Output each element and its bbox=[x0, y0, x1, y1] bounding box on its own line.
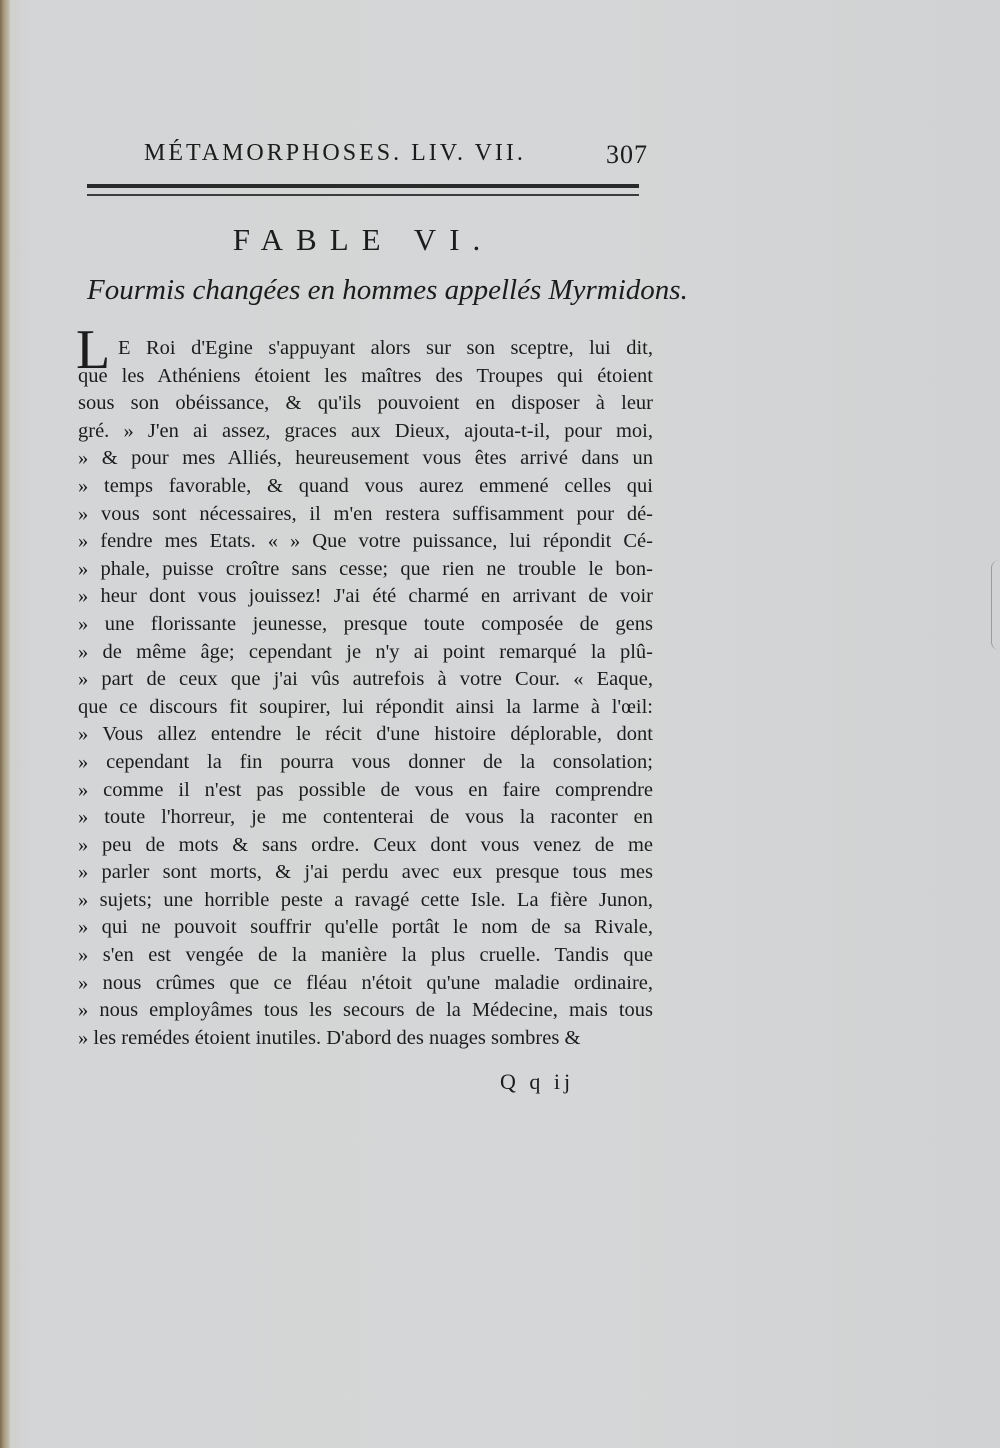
text-line: » comme il n'est pas possible de vous en faire comprendre bbox=[78, 778, 653, 801]
text-line: » cependant la fin pourra vous donner de la consolation; bbox=[78, 750, 653, 773]
text-line: » vous sont nécessaires, il m'en restera suffisamment pour dé- bbox=[78, 502, 653, 525]
text-line: » sujets; une horrible peste a ravagé cette Isle. La fière Junon, bbox=[78, 888, 653, 911]
text-line: sous son obéissance, & qu'ils pouvoient en disposer à leur bbox=[78, 392, 653, 415]
text-line: gré. » J'en ai assez, graces aux Dieux, ajouta-t-il, pour moi, bbox=[78, 419, 653, 442]
text-line: » une florissante jeunesse, presque toute composée de gens bbox=[78, 612, 653, 635]
text-line: » heur dont vous jouissez! J'ai été charmé en arrivant de voir bbox=[78, 585, 653, 608]
thin-rule bbox=[87, 194, 639, 196]
text-line: » s'en est vengée de la manière la plus cruelle. Tandis que bbox=[78, 944, 653, 967]
text-line: » les remédes étoient inutiles. D'abord des nuages sombres & bbox=[78, 1026, 581, 1049]
ornamental-rule bbox=[87, 184, 639, 188]
text-line: » phale, puisse croître sans cesse; que rien ne trouble le bon- bbox=[78, 557, 653, 580]
signature-mark: Q q ij bbox=[500, 1069, 575, 1094]
body-text bbox=[78, 335, 653, 1052]
text-line: » peu de mots & sans ordre. Ceux dont vous venez de me bbox=[78, 833, 653, 856]
running-title: MÉTAMORPHOSES. LIV. VII. bbox=[144, 140, 526, 166]
text-line: que ce discours fit soupirer, lui répondit ainsi la larme à l'œil: bbox=[78, 695, 653, 718]
text-line: » & pour mes Alliés, heureusement vous êtes arrivé dans un bbox=[78, 447, 653, 470]
text-line: » temps favorable, & quand vous aurez emmené celles qui bbox=[78, 474, 653, 497]
text-line: que les Athéniens étoient les maîtres des Troupes qui étoient bbox=[78, 364, 653, 387]
running-head bbox=[140, 138, 660, 178]
text-line: » parler sont morts, & j'ai perdu avec eux presque tous mes bbox=[78, 861, 653, 884]
page-fold-edge bbox=[991, 560, 1000, 650]
page-number: 307 bbox=[606, 140, 648, 169]
text-line: E Roi d'Egine s'appuyant alors sur son sceptre, lui dit, bbox=[118, 337, 653, 359]
chapter-title: FABLE VI. bbox=[232, 222, 494, 257]
text-line: » fendre mes Etats. « » Que votre puissance, lui répondit Cé- bbox=[78, 530, 653, 553]
text-line: » part de ceux que j'ai vûs autrefois à votre Cour. « Eaque, bbox=[78, 668, 653, 691]
text-line: » nous employâmes tous les secours de la Médecine, mais tous bbox=[78, 999, 653, 1022]
text-line: » Vous allez entendre le récit d'une histoire déplorable, dont bbox=[78, 723, 653, 746]
text-line: » toute l'horreur, je me contenterai de vous la raconter en bbox=[78, 806, 653, 829]
chapter-subtitle: Fourmis changées en hommes appellés Myrmidons. bbox=[87, 274, 688, 306]
text-line: » de même âge; cependant je n'y ai point remarqué la plû- bbox=[78, 640, 653, 663]
page-gutter-edge bbox=[0, 0, 10, 1448]
text-line: » qui ne pouvoit souffrir qu'elle portât le nom de sa Rivale, bbox=[78, 916, 653, 939]
drop-cap: L bbox=[76, 319, 111, 381]
text-line: » nous crûmes que ce fléau n'étoit qu'une maladie ordinaire, bbox=[78, 971, 653, 994]
